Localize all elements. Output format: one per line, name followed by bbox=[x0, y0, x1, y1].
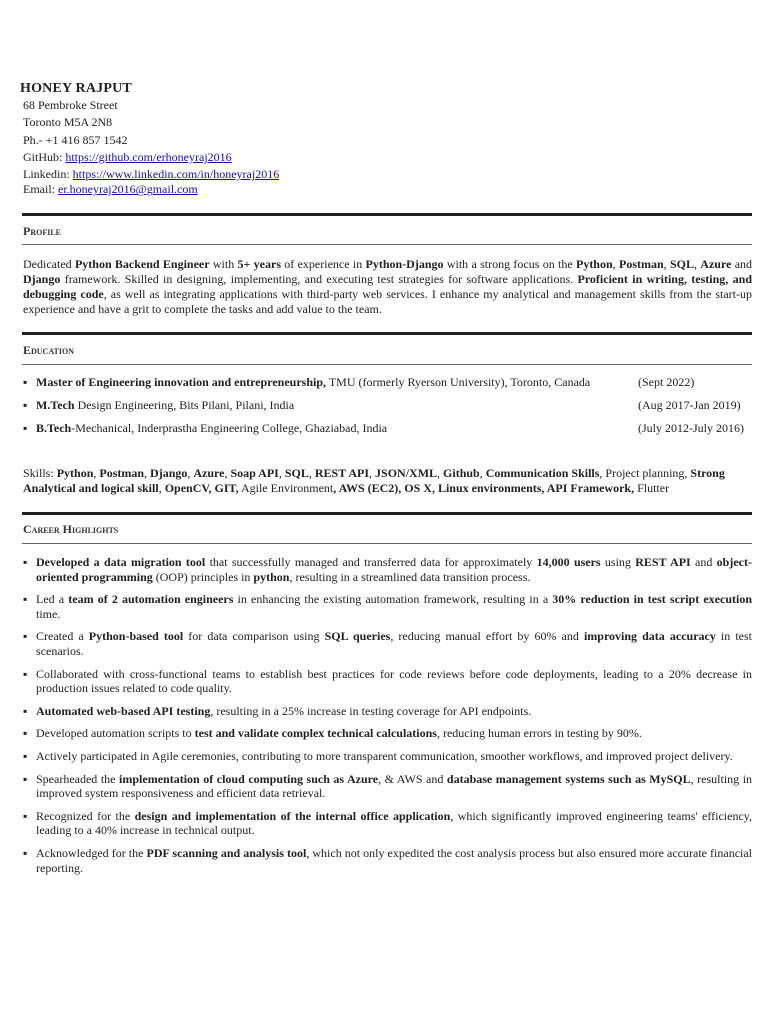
body-text: time. bbox=[36, 606, 61, 621]
phone: Ph.- +1 416 857 1542 bbox=[23, 132, 128, 147]
emphasis-text: Python bbox=[56, 466, 94, 480]
education-date: (Aug 2017-Jan 2019) bbox=[638, 398, 741, 412]
body-text: , bbox=[437, 466, 444, 480]
address-line-2: Toronto M5A 2N8 bbox=[23, 115, 113, 130]
skills-paragraph bbox=[23, 466, 752, 496]
body-text: , bbox=[369, 466, 376, 480]
body-text: with a strong focus on the bbox=[443, 257, 576, 271]
address-line-1: 68 Pembroke Street bbox=[23, 98, 118, 112]
email-link[interactable]: er.honeyraj2016@gmail.com bbox=[58, 182, 198, 197]
body-text: Created a bbox=[36, 629, 89, 644]
bullet-icon: ▪ bbox=[23, 771, 28, 786]
emphasis-text: Postman bbox=[99, 466, 145, 480]
body-text: Collaborated with cross-functional teams to establish best practices for code reviews before code deployments, leading to a 20% decrease in production issues related to code quality. bbox=[36, 666, 752, 696]
body-text: , bbox=[612, 257, 619, 271]
emphasis-text: 14,000 users bbox=[536, 555, 601, 569]
emphasis-text: Developed a data migration tool bbox=[36, 555, 206, 569]
emphasis-text: Github bbox=[443, 466, 480, 480]
body-text: in test scenarios. bbox=[36, 629, 753, 658]
emphasis-text: Automated web-based API testing bbox=[36, 703, 211, 718]
bullet-icon: ▪ bbox=[23, 421, 28, 435]
body-text: , which not only expedited the cost analysis process but also ensured more accurate financial reporting. bbox=[36, 845, 753, 875]
institution: -Mechanical, Inderprastha Engineering College, Ghaziabad, India bbox=[71, 421, 388, 435]
contact-block bbox=[23, 97, 279, 199]
emphasis-text: 5+ years bbox=[237, 257, 281, 271]
section-divider-thin bbox=[22, 364, 752, 365]
body-text: for data comparison using bbox=[183, 629, 325, 644]
emphasis-text: REST API bbox=[314, 466, 370, 480]
body-text: of experience in bbox=[281, 257, 366, 271]
body-text: , bbox=[278, 466, 285, 480]
body-text: , bbox=[224, 466, 231, 480]
body-text: , bbox=[663, 257, 670, 271]
institution: Design Engineering, Bits Pilani, Pilani, India bbox=[74, 398, 295, 412]
emphasis-text: 30% reduction in test script execution bbox=[552, 592, 753, 607]
bullet-icon: ▪ bbox=[23, 375, 28, 389]
emphasis-text: Python-based tool bbox=[88, 629, 184, 644]
body-text: Recognized for the bbox=[36, 808, 135, 823]
emphasis-text: Django bbox=[23, 272, 61, 286]
emphasis-text: database management systems such as MySQL bbox=[446, 771, 691, 786]
bullet-icon: ▪ bbox=[23, 845, 28, 860]
bullet-icon: ▪ bbox=[23, 629, 28, 644]
emphasis-text: design and implementation of the internal office application bbox=[134, 808, 451, 823]
career-highlight-item bbox=[23, 592, 752, 621]
body-text: , bbox=[693, 257, 701, 271]
career-highlight-item bbox=[23, 809, 752, 838]
body-text: Actively participated in Agile ceremonies, contributing to more transparent communication, smoother workflows, and improved project delivery. bbox=[36, 748, 733, 763]
emphasis-text: SQL bbox=[284, 466, 309, 480]
body-text: in enhancing the existing automation framework, resulting in a bbox=[233, 592, 553, 607]
body-text: Acknowledged for the bbox=[36, 845, 147, 860]
bullet-icon: ▪ bbox=[23, 703, 28, 718]
emphasis-text: improving data accuracy bbox=[583, 629, 716, 644]
career-highlight-item bbox=[23, 704, 752, 719]
career-highlight-item bbox=[23, 555, 752, 584]
body-text: , reducing manual effort by 60% and bbox=[390, 629, 584, 644]
body-text: (OOP) principles in bbox=[152, 569, 254, 584]
emphasis-text: , AWS (EC2), OS X, Linux environments, API Framework, bbox=[333, 481, 635, 495]
emphasis-text: python bbox=[253, 569, 290, 584]
linkedin-label: Linkedin: bbox=[23, 167, 73, 182]
body-text: Led a bbox=[36, 592, 69, 607]
emphasis-text: Soap API bbox=[230, 466, 279, 480]
candidate-name: HONEY RAJPUT bbox=[20, 81, 132, 96]
emphasis-text: Azure bbox=[193, 466, 225, 480]
body-text: , Project planning, bbox=[599, 466, 691, 480]
body-text: , as well as integrating applications with third-party web services. I enhance my analytical and management skills from the start-up experience and have a grit to complete the tasks and add value to the team. bbox=[23, 287, 752, 316]
bullet-icon: ▪ bbox=[23, 398, 28, 412]
section-divider-thin bbox=[22, 244, 752, 245]
profile-summary bbox=[23, 257, 752, 317]
bullet-icon: ▪ bbox=[23, 748, 28, 763]
section-divider-thick bbox=[22, 512, 752, 515]
github-label: GitHub: bbox=[23, 149, 66, 164]
emphasis-text: object-oriented programming bbox=[36, 555, 752, 584]
emphasis-text: Python bbox=[575, 257, 613, 271]
email-line bbox=[23, 181, 279, 198]
emphasis-text: Django bbox=[150, 466, 188, 480]
education-date: (Sept 2022) bbox=[638, 375, 695, 389]
education-item bbox=[23, 398, 752, 418]
emphasis-text: SQL bbox=[669, 257, 694, 271]
section-title-profile: Profile bbox=[23, 224, 62, 238]
career-highlight-item bbox=[23, 726, 752, 741]
emphasis-text: team of 2 automation engineers bbox=[68, 592, 234, 607]
github-line bbox=[23, 149, 279, 166]
email-label: Email: bbox=[23, 182, 58, 197]
career-highlight-item bbox=[23, 749, 752, 764]
body-text: Flutter bbox=[634, 481, 670, 495]
body-text: Agile Environment bbox=[238, 481, 334, 495]
degree: B.Tech bbox=[36, 421, 72, 435]
body-text: , resulting in a 25% increase in testing coverage for API endpoints. bbox=[210, 703, 532, 718]
body-text: , bbox=[187, 466, 194, 480]
degree: Master of Engineering innovation and entrepreneurship, bbox=[36, 375, 327, 389]
body-text: , resulting in improved system responsiveness and efficient data retrieval. bbox=[36, 771, 753, 801]
career-highlight-item bbox=[23, 667, 752, 696]
section-title-career: Career Highlights bbox=[23, 522, 119, 536]
emphasis-text: Postman bbox=[618, 257, 664, 271]
body-text: , bbox=[93, 466, 100, 480]
body-text: and bbox=[731, 257, 753, 271]
body-text: Developed automation scripts to bbox=[36, 726, 195, 741]
emphasis-text: Python-Django bbox=[365, 257, 444, 271]
emphasis-text: Communication Skills bbox=[485, 466, 600, 480]
bullet-icon: ▪ bbox=[23, 726, 28, 741]
body-text: , bbox=[144, 466, 151, 480]
body-text: Dedicated bbox=[23, 257, 75, 271]
education-item bbox=[23, 375, 752, 395]
body-text: using bbox=[600, 555, 636, 569]
career-highlight-item bbox=[23, 846, 752, 875]
emphasis-text: OpenCV, GIT, bbox=[164, 481, 239, 495]
career-highlights-list bbox=[23, 555, 752, 883]
body-text: framework. Skilled in designing, implementing, and executing test strategies for software applications. bbox=[60, 272, 578, 286]
emphasis-text: implementation of cloud computing such as Azure bbox=[119, 771, 379, 786]
emphasis-text: Strong Analytical and logical skill bbox=[23, 466, 725, 495]
emphasis-text: SQL queries bbox=[324, 629, 391, 644]
institution: TMU (formerly Ryerson University), Toronto, Canada bbox=[326, 375, 591, 389]
career-highlight-item bbox=[23, 772, 752, 801]
bullet-icon: ▪ bbox=[23, 666, 28, 681]
linkedin-link[interactable]: https://www.linkedin.com/in/honeyraj2016 bbox=[72, 167, 280, 182]
career-highlight-item bbox=[23, 629, 752, 658]
body-text: , bbox=[158, 481, 165, 495]
body-text: that successfully managed and transferred data for approximately bbox=[205, 555, 537, 569]
emphasis-text: Python Backend Engineer bbox=[74, 257, 210, 271]
section-title-education: Education bbox=[23, 343, 74, 357]
education-item bbox=[23, 421, 752, 441]
section-divider-thin bbox=[22, 543, 752, 544]
body-text: Skills: bbox=[23, 466, 57, 480]
bullet-icon: ▪ bbox=[23, 808, 28, 823]
bullet-icon: ▪ bbox=[23, 592, 28, 607]
emphasis-text: Proficient in writing, testing, and debugging code bbox=[23, 272, 753, 301]
emphasis-text: test and validate complex technical calculations bbox=[194, 726, 437, 741]
body-text: , which significantly improved engineering teams' efficiency, leading to a 40% increase in technical output. bbox=[36, 808, 753, 838]
education-date: (July 2012-July 2016) bbox=[638, 421, 744, 435]
body-text: with bbox=[209, 257, 238, 271]
emphasis-text: Azure bbox=[700, 257, 732, 271]
body-text: , reducing human errors in testing by 90%. bbox=[436, 726, 642, 741]
section-divider-thick bbox=[22, 213, 752, 216]
emphasis-text: JSON/XML bbox=[375, 466, 438, 480]
body-text: , & AWS and bbox=[378, 771, 447, 786]
body-text: Spearheaded the bbox=[36, 771, 120, 786]
body-text: , resulting in a streamlined data transition process. bbox=[289, 569, 531, 584]
bullet-icon: ▪ bbox=[23, 555, 28, 569]
emphasis-text: PDF scanning and analysis tool bbox=[146, 845, 307, 860]
body-text: and bbox=[690, 555, 717, 569]
body-text: , bbox=[308, 466, 315, 480]
degree: M.Tech bbox=[36, 398, 75, 412]
body-text: , bbox=[479, 466, 486, 480]
section-divider-thick bbox=[22, 332, 752, 335]
github-link[interactable]: https://github.com/erhoneyraj2016 bbox=[65, 149, 232, 164]
emphasis-text: REST API bbox=[635, 555, 691, 569]
